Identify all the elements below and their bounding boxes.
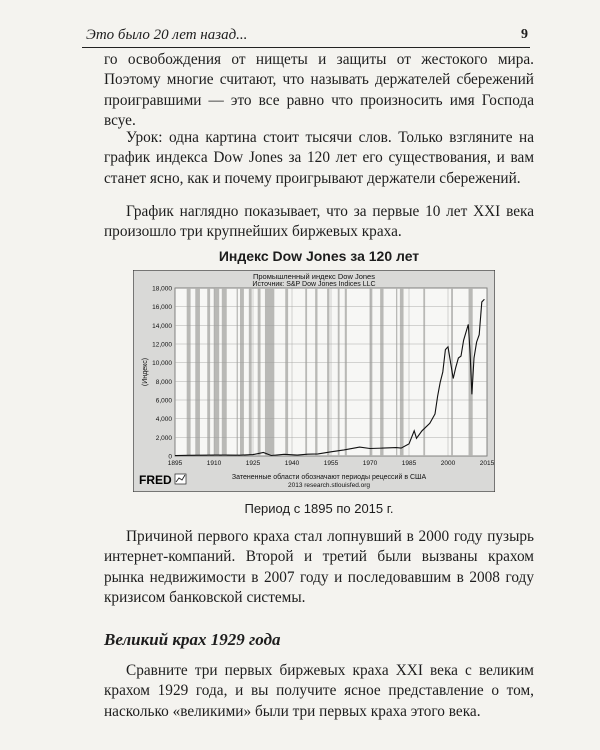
paragraph-text: Причиной первого краха стал лопнувший в 2000 году пузырь интернет-компаний. Второй и третий были вызваны крахом рынка недвижимости в 2007 году и последовавшим в 2008 году кризисом банковской системы.: [104, 528, 534, 606]
y-tick-label: 4,000: [155, 416, 172, 424]
x-tick-label: 1895: [167, 460, 183, 467]
paragraph-continuation: [104, 50, 534, 131]
fred-logo-icon: [175, 474, 186, 484]
x-tick-label: 2015: [479, 460, 495, 467]
running-title: Это было 20 лет назад...: [86, 27, 248, 43]
recession-band: [240, 288, 244, 456]
recession-band: [380, 288, 383, 456]
recession-band: [222, 288, 227, 456]
x-tick-label: 1970: [362, 460, 378, 467]
y-tick-label: 8,000: [155, 378, 172, 386]
y-tick-label: 0: [168, 453, 172, 461]
x-tick-label: 1910: [206, 460, 222, 467]
paragraph-text: График наглядно показывает, что за первые 10 лет XXI века произошло три крупнейших биржевых краха.: [104, 203, 534, 241]
recession-band: [338, 288, 340, 456]
chart-svg: [133, 270, 495, 492]
recession-band: [237, 288, 238, 456]
x-tick-label: 1940: [284, 460, 300, 467]
recession-band: [305, 288, 307, 456]
figure-caption: Период с 1895 по 2015 г.: [244, 501, 394, 516]
chart-footnote: Затененные области обозначают периоды рецессий в США: [231, 474, 427, 481]
figure-title: Индекс Dow Jones за 120 лет: [218, 248, 420, 264]
recession-band: [258, 288, 261, 456]
x-tick-label: 2000: [440, 460, 456, 467]
section-heading: Великий крах 1929 года: [104, 630, 281, 649]
recession-band: [285, 288, 288, 456]
recession-band: [396, 288, 397, 456]
y-tick-label: 18,000: [152, 285, 172, 293]
y-tick-label: 12,000: [152, 341, 172, 349]
recession-band: [423, 288, 425, 456]
y-tick-label: 10,000: [152, 360, 172, 368]
y-axis-label: (Индекс): [142, 357, 149, 387]
recession-band: [195, 288, 200, 456]
recession-band: [265, 288, 274, 456]
y-tick-label: 16,000: [152, 304, 172, 312]
recession-band: [315, 288, 317, 456]
page-number: 9: [521, 27, 528, 42]
chart-title: Промышленный индекс Dow Jones: [253, 272, 375, 281]
y-tick-label: 2,000: [155, 434, 172, 442]
recession-band: [345, 288, 347, 456]
paragraph-chart-intro: [104, 202, 534, 243]
recession-band: [214, 288, 219, 456]
paragraph-compare: [104, 661, 534, 722]
recession-band: [187, 288, 191, 456]
fred-logo: FRED: [139, 473, 172, 487]
recession-band: [400, 288, 404, 456]
x-tick-label: 1985: [401, 460, 417, 467]
y-tick-label: 14,000: [152, 322, 172, 330]
recession-band: [327, 288, 329, 456]
recession-band: [207, 288, 210, 456]
paragraph-text: го освобождения от нищеты и защиты от жестокого мира. Поэтому многие считают, что называть держателей сбережений проигравшими — это все равно что произносить имя Господа всуе.: [104, 51, 534, 129]
paragraph-lesson: [104, 128, 534, 189]
paragraph-causes: [104, 527, 534, 608]
paragraph-text: Урок: одна картина стоит тысячи слов. Только взгляните на график индекса Dow Jones за 120 лет его существования, и вам станет ясно, как и почему проигрывают держатели сбережений.: [104, 129, 534, 187]
dow-jones-chart: [133, 270, 495, 492]
recession-band: [249, 288, 252, 456]
x-tick-label: 1955: [323, 460, 339, 467]
running-header: [82, 27, 530, 48]
chart-footnote-url: 2013 research.stlouisfed.org: [287, 482, 371, 489]
x-tick-labels: [168, 460, 495, 467]
chart-source: Источник: S&P Dow Jones Indices LLC: [252, 281, 376, 288]
y-tick-label: 6,000: [155, 397, 172, 405]
x-tick-label: 1925: [245, 460, 261, 467]
paragraph-text: Сравните три первых биржевых краха XXI века с великим крахом 1929 года, и вы получите ясное представление о том, насколько «великими» были три первых краха этого века.: [104, 662, 534, 720]
